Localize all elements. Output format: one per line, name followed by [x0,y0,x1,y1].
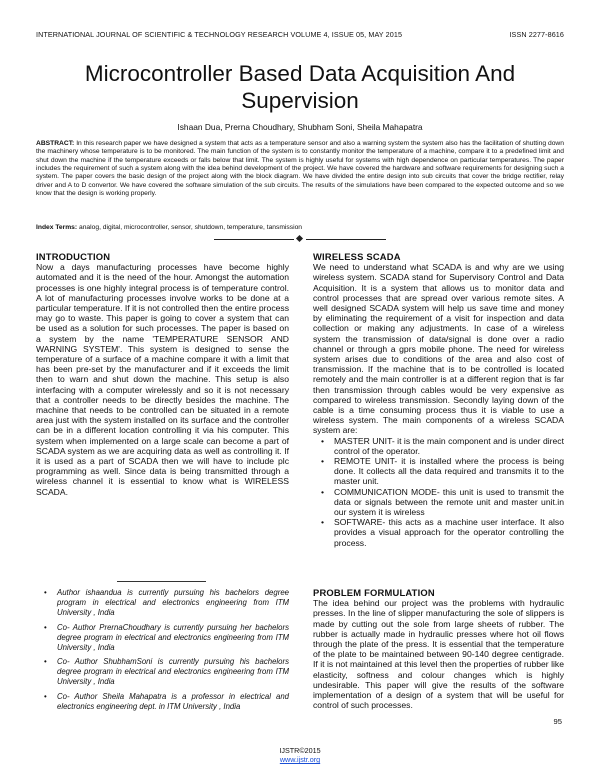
component-item: • MASTER UNIT- it is the main component and is under direct control of the operator. [321,435,564,456]
abstract-text: In this research paper we have designed a system that acts as a temperature sensor and also a warning system the system also has the facilitation of shutting down the machinery whose temperature is to be monitored. The main function of the system is to constantly monitor the temperature of a machine, compare it to a predefined limit and shut down the machine if the temperature exceeds or falls below that limit. The system is highly useful for systems with high dependence on particular temperatures. The paper includes the requirement of such a system along with the idea behind development of the project. We have covered the hardware and software requirements for designing such a system. The paper covers the basic design of the project along with the block diagram. We have divided the entire design into sub circuits that cover the bridge rectifier, relay driver and A to D convertor. We have covered the software simulation of the sub circuits. The results of the simulations have been compared to the expected outcome and so we know that the design is working properly. [36,140,564,198]
introduction-text: Now a days manufacturing processes have become highly automated and it is the need of the hour. Amongst the automation processes is one highly integral process is of temperature control. A lot of manufacturing processes involve works to be done at a particular temperature. If it is not controlled then the entire process may go to waste. This paper is going to cover a system that can be used as a solution for such processes. The paper is based on a system by the name 'TEMPERATURE SENSOR AND WARNING SYSTEM'. This system is designed to sense the temperature of a surface of a machine compare it with a limit that has been pre-set by the manufacturer and if it exceeds the limit then to warn and shut down the machine. This setup is also interfacing with a computer wirelessly and so it is not necessary that a controller needs to be directly besides the machine. The machine that needs to be controlled can be situated in a remote area just with the system installed on its surface and the controller can be in a different location controlling it via his computer. This system when implemented on a large scale can become a part of SCADA system as we are acquiring data as well as controlling it. If it is used as a part of SCADA then we will have to include plc programming as well. Since data is being transmitted through a wireless channel it is essential to know what is WIRELESS SCADA. [36,262,289,497]
footer-code: IJSTR©2015 [279,746,321,755]
section-divider [214,235,386,243]
problem-formulation-section [313,588,564,710]
paper-title: Microcontroller Based Data Acquisition And Supervision [84,61,516,113]
bullet-icon: • [44,588,47,597]
index-terms-label: Index Terms: [36,224,78,231]
component-item: • SOFTWARE- this acts as a machine user interface. It also provides a visual approach for the operator controlling the process. [321,517,564,548]
introduction-section [36,252,289,497]
footnote-item: • Author ishaandua is currently pursuing his bachelors degree program in electrical and electronics engineering from ITM University , India [44,588,289,617]
footnote-rule [117,581,206,582]
introduction-heading: INTRODUCTION [36,251,111,262]
component-item: • COMMUNICATION MODE- this unit is used to transmit the data or signals between the remote unit and master unit.in our system it is wireless [321,486,564,518]
footer-url-link[interactable]: www.ijstr.org [279,755,321,764]
bullet-icon: • [321,435,325,446]
problem-formulation-heading: PROBLEM FORMULATION [313,587,435,598]
abstract [36,140,564,198]
issn-label: ISSN 2277-8616 [509,30,564,39]
footnote-item: • Co- Author ShubhamSoni is currently pursuing his bachelors degree program in electrical and electronics engineering from ITM University , India [44,657,289,687]
bullet-icon: • [321,486,325,497]
abstract-label: ABSTRACT: [36,140,75,147]
author-footnotes [36,588,289,717]
bullet-icon: • [321,456,325,467]
bullet-icon: • [321,517,325,528]
diamond-icon [296,235,303,242]
index-terms-text: analog, digital, microcontroller, sensor, shutdown, temperature, tansmission [77,224,303,231]
bullet-icon: • [44,622,47,632]
problem-formulation-text: The idea behind our project was the problems with hydraulic presses. In the line of slipper manufacturing the sole of slippers is made by cutting out the sole from large sheets of rubber. The rubber is actually made in hydraulic presses where hot oil flows through the plate of the press. It is essential that the temperature of the plate to be maintained between 90-140 degree centigrade. If it is not maintained at this level then the properties of rubber like elasticity, softness and colour changes which is highly undesirable. This paper will give the results of the software implementation of a design of a system that will be useful for control of such processes. [313,598,564,711]
footnote-item: • Co- Author PrernaChoudhary is currently pursuing her bachelors degree program in electrical and electronics engineering from ITM University , India [44,622,289,652]
wireless-scada-heading: WIRELESS SCADA [313,251,401,262]
footnote-item: • Co- Author Sheila Mahapatra is a professor in electrical and electronics engineering dept. in ITM University , India [44,692,289,712]
page-number: 95 [553,717,562,726]
component-item: • REMOTE UNIT- it is installed where the process is being done. It collects all the data required and transmits it to the master unit. [321,456,564,487]
author-list: Ishaan Dua, Prerna Choudhary, Shubham Soni, Sheila Mahapatra [177,122,423,132]
bullet-icon: • [44,692,47,702]
bullet-icon: • [44,657,47,667]
wireless-scada-section [313,252,564,548]
index-terms [36,224,564,231]
wireless-scada-text: We need to understand what SCADA is and why are we using wireless system. SCADA stand for Supervisory Control and Data Acquisition. It is a system that allows us to monitor data and control processes that are spread over various remote sites. A well designed SCADA system will help us save time and money by eliminating the requirement of a visit for inspection and data collection or making any adjustments. In case of a wireless system the transmission of data/signal is done over a radio channel or through a gprs mobile phone. The need for wireless system arises due to conditions of the area and also cost of transmission. If the machine that is to be controlled is located remotely and the main controller is at a different region that is far then transmission through cables would be very expensive as compared to wireless transmission. Secondly laying down of the cable is a time consuming process thus it is viable to use a wireless system. The main components of a wireless SCADA system are: [313,262,564,436]
journal-header: INTERNATIONAL JOURNAL OF SCIENTIFIC & TECHNOLOGY RESEARCH VOLUME 4, ISSUE 05, MAY 2015 [36,30,403,39]
